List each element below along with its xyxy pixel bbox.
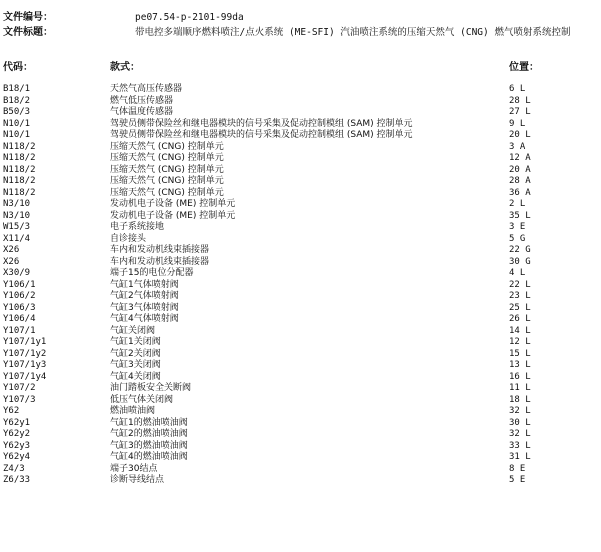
table-row: [0, 188, 601, 200]
component-code: Y107/3: [3, 394, 36, 405]
component-description: 气缸3的燃油喷油阀: [110, 440, 188, 451]
column-header-description: 款式：: [110, 62, 140, 73]
component-description: 低压气体关闭阀: [110, 394, 174, 405]
component-position: 27 L: [509, 107, 531, 117]
table-row: [0, 107, 601, 119]
component-description: 车内和发动机线束插接器: [110, 245, 210, 255]
component-code: X26: [3, 245, 20, 255]
table-row: [0, 153, 601, 165]
table-row: [0, 268, 601, 280]
table-row: [0, 464, 601, 476]
component-code: Y107/1y3: [3, 360, 47, 370]
component-description: 压缩天然气 (CNG) 控制单元: [110, 176, 224, 186]
table-row: [0, 257, 601, 269]
component-description: 驾驶员侧带保险丝和继电器模块的信号采集及促动控制模组 (SAM) 控制单元: [110, 130, 413, 140]
component-position: 28 A: [509, 176, 531, 186]
component-code: Z4/3: [3, 463, 25, 474]
component-code: X26: [3, 256, 20, 267]
table-row: [0, 234, 601, 246]
component-position: 22 L: [509, 279, 531, 290]
component-code: X30/9: [3, 268, 31, 278]
component-description: 气缸关闭阀: [110, 325, 156, 336]
component-description: 端子30结点: [110, 463, 158, 474]
component-description: 气缸2关闭阀: [110, 348, 161, 359]
component-code: Y107/1: [3, 325, 36, 336]
table-row: [0, 199, 601, 211]
component-description: 自诊接头: [110, 233, 147, 244]
component-position: 31 L: [509, 452, 531, 462]
component-code: N118/2: [3, 141, 36, 152]
component-description: 电子系统接地: [110, 222, 165, 232]
component-description: 气缸1气体喷射阀: [110, 279, 179, 290]
component-code: B50/3: [3, 107, 31, 117]
component-code: N10/1: [3, 130, 31, 140]
document-title-value: 带电控多端顺序燃料喷注/点火系统 (ME-SFI) 汽油喷注系统的压缩天然气 (CNG) 燃气喷射系统控制: [135, 27, 571, 38]
component-description: 燃油喷油阀: [110, 406, 156, 416]
component-description: 发动机电子设备 (ME) 控制单元: [110, 199, 236, 209]
component-description: 诊断导线结点: [110, 475, 165, 485]
table-row: [0, 326, 601, 338]
component-description: 天然气高压传感器: [110, 84, 183, 94]
table-row: [0, 349, 601, 361]
component-description: 气缸1的燃油喷油阀: [110, 417, 188, 428]
component-description: 发动机电子设备 (ME) 控制单元: [110, 210, 236, 221]
component-code: B18/2: [3, 95, 31, 106]
component-code: B18/1: [3, 84, 31, 94]
component-code: Y62: [3, 406, 20, 416]
component-code: Y62y4: [3, 452, 31, 462]
component-position: 15 L: [509, 348, 531, 359]
component-code: Y107/2: [3, 383, 36, 393]
table-row: [0, 176, 601, 188]
component-code: Y107/1y4: [3, 371, 47, 382]
component-position: 3 A: [509, 141, 526, 152]
table-row: [0, 475, 601, 487]
component-code: N3/10: [3, 199, 31, 209]
table-row: [0, 165, 601, 177]
table-row: [0, 119, 601, 131]
component-position: 2 L: [509, 199, 526, 209]
component-position: 14 L: [509, 325, 531, 336]
component-description: 压缩天然气 (CNG) 控制单元: [110, 187, 224, 198]
component-description: 燃气低压传感器: [110, 95, 174, 106]
component-code: Y62y1: [3, 417, 31, 428]
document-title-row: [3, 25, 601, 40]
table-row: [0, 96, 601, 108]
table-row: [0, 372, 601, 384]
component-table: [0, 84, 601, 487]
component-code: Y62y2: [3, 429, 31, 439]
table-row: [0, 337, 601, 349]
component-description: 端子15的电位分配器: [110, 268, 194, 278]
component-description: 驾驶员侧带保险丝和继电器模块的信号采集及促动控制模组 (SAM) 控制单元: [110, 118, 413, 129]
component-position: 32 L: [509, 406, 531, 416]
component-description: 气缸4气体喷射阀: [110, 314, 179, 324]
document-number-label: 文件编号：: [3, 12, 53, 23]
table-row: [0, 222, 601, 234]
table-row: [0, 291, 601, 303]
component-position: 23 L: [509, 291, 531, 301]
component-position: 32 L: [509, 429, 531, 439]
component-description: 气缸3气体喷射阀: [110, 302, 179, 313]
component-description: 压缩天然气 (CNG) 控制单元: [110, 141, 224, 152]
document-meta: [3, 10, 601, 40]
component-position: 4 L: [509, 268, 526, 278]
component-position: 16 L: [509, 371, 531, 382]
table-row: [0, 245, 601, 257]
component-position: 13 L: [509, 360, 531, 370]
component-description: 车内和发动机线束插接器: [110, 256, 210, 267]
column-header-code: 代码：: [3, 62, 33, 73]
component-code: Y62y3: [3, 440, 31, 451]
column-header-position: 位置：: [509, 62, 539, 73]
table-row: [0, 395, 601, 407]
component-position: 6 L: [509, 84, 526, 94]
component-description: 气缸1关闭阀: [110, 337, 161, 347]
component-code: Z6/33: [3, 475, 31, 485]
component-description: 气缸4的燃油喷油阀: [110, 452, 188, 462]
component-position: 11 L: [509, 383, 531, 393]
component-position: 28 L: [509, 95, 531, 106]
component-position: 18 L: [509, 394, 531, 405]
component-code: N118/2: [3, 176, 36, 186]
document-title-label: 文件标题：: [3, 27, 53, 38]
table-row: [0, 130, 601, 142]
component-code: Y107/1y1: [3, 337, 47, 347]
component-code: Y107/1y2: [3, 348, 47, 359]
component-position: 36 A: [509, 187, 531, 198]
table-row: [0, 383, 601, 395]
component-position: 20 A: [509, 164, 531, 175]
component-position: 5 E: [509, 475, 526, 485]
component-position: 35 L: [509, 210, 531, 221]
component-position: 3 E: [509, 222, 526, 232]
component-description: 气缸2气体喷射阀: [110, 291, 179, 301]
component-position: 9 L: [509, 118, 526, 129]
component-code: N118/2: [3, 164, 36, 175]
component-code: Y106/3: [3, 302, 36, 313]
component-description: 油门踏板安全关断阀: [110, 383, 192, 393]
component-description: 气缸2的燃油喷油阀: [110, 429, 188, 439]
component-position: 30 L: [509, 417, 531, 428]
table-row: [0, 84, 601, 96]
component-position: 30 G: [509, 256, 531, 267]
component-code: Y106/1: [3, 279, 36, 290]
component-position: 12 A: [509, 153, 531, 163]
component-code: Y106/4: [3, 314, 36, 324]
table-row: [0, 418, 601, 430]
table-row: [0, 441, 601, 453]
component-description: 气缸3关闭阀: [110, 360, 161, 370]
table-row: [0, 360, 601, 372]
component-code: N118/2: [3, 187, 36, 198]
table-row: [0, 452, 601, 464]
component-description: 压缩天然气 (CNG) 控制单元: [110, 153, 224, 163]
component-code: W15/3: [3, 222, 31, 232]
table-row: [0, 406, 601, 418]
table-row: [0, 211, 601, 223]
component-position: 20 L: [509, 130, 531, 140]
component-position: 33 L: [509, 440, 531, 451]
component-code: N10/1: [3, 118, 31, 129]
component-code: N3/10: [3, 210, 31, 221]
component-code: N118/2: [3, 153, 36, 163]
component-position: 26 L: [509, 314, 531, 324]
table-row: [0, 280, 601, 292]
table-row: [0, 142, 601, 154]
component-description: 压缩天然气 (CNG) 控制单元: [110, 164, 224, 175]
component-description: 气缸4关闭阀: [110, 371, 161, 382]
component-code: X11/4: [3, 233, 31, 244]
component-code: Y106/2: [3, 291, 36, 301]
table-row: [0, 314, 601, 326]
document-number-row: [3, 10, 601, 25]
component-position: 25 L: [509, 302, 531, 313]
component-position: 22 G: [509, 245, 531, 255]
table-row: [0, 303, 601, 315]
document-number-value: pe07.54-p-2101-99da: [135, 12, 244, 23]
component-position: 5 G: [509, 233, 526, 244]
component-description: 气体温度传感器: [110, 107, 174, 117]
table-row: [0, 429, 601, 441]
component-position: 12 L: [509, 337, 531, 347]
component-position: 8 E: [509, 463, 526, 474]
